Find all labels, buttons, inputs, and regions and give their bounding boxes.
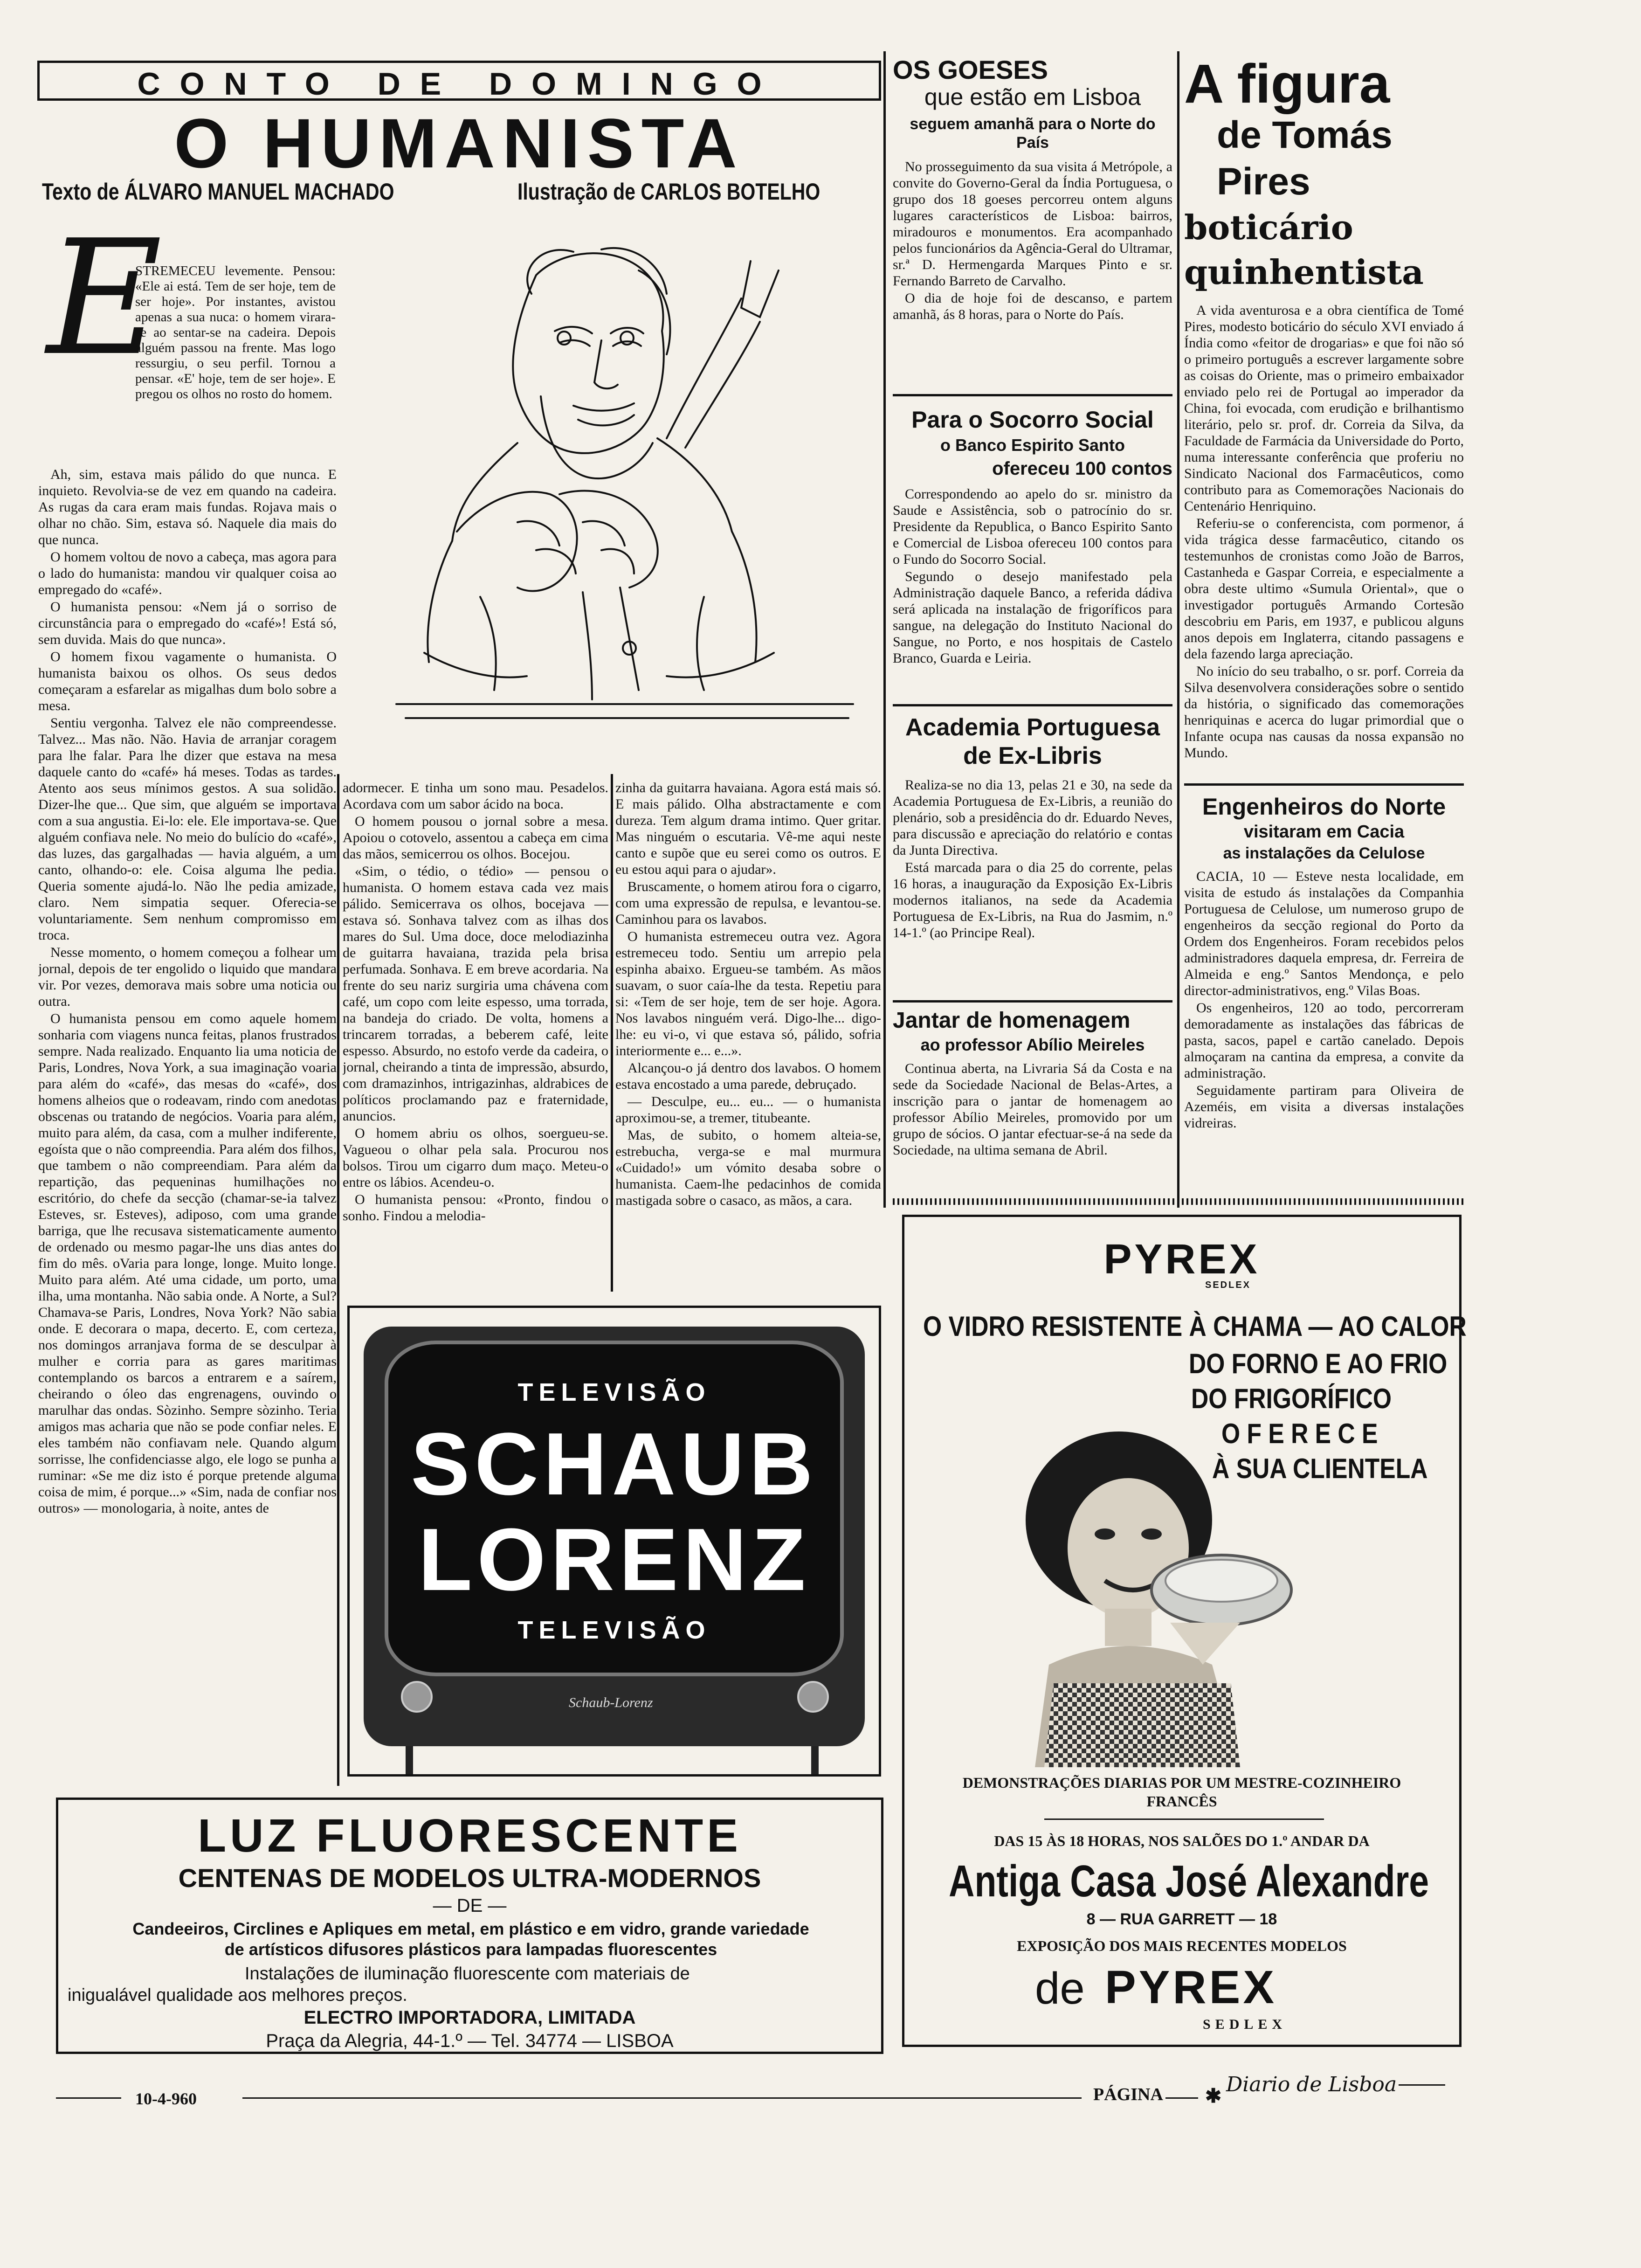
pyrex-de: de <box>1035 1964 1085 2013</box>
conto-intro-paragraph: STREMECEU levemente. Pensou: «Ele ai está. Tem de ser hoje, tem de ser hoje». Por instantes, avistou apenas a sua nuca: o homem virara-se ao sentar-se na cadeira. Depois alguém passou na frente. Mas logo ressurgiu, o seu perfil. Tornou a pensar. «E' hoje, tem de ser hoje». E pregou os olhos no rosto do homem. <box>135 263 336 401</box>
pyrex-headline-4: O F E R E C E <box>1221 1418 1378 1449</box>
conto-byline-text: Texto de ÁLVARO MANUEL MACHADO <box>42 179 394 205</box>
conto-col3-p4: Alcançou-o já dentro dos lavabos. O homem estava encostado a uma parede, debruçado. <box>615 1060 881 1092</box>
tv-signature: Schaub-Lorenz <box>569 1695 653 1710</box>
figura-p1: A vida aventurosa e a obra científica de Tomé Pires, modesto boticário do século XVI enviado á Índia como «feitor de drogarias» e que foi não só o primeiro português a escrever largamente sobre as coisas do Oriente, mas o primeiro embaixador enviado pelo rei de Portugal ao imperador da China, foi evocada, com erudição e brilhantismo literário, pelo sr. prof. dr. Correia da Silva, da Faculdade de Farmácia da Universidade do Porto, numa interessante conferência que proferiu no Sindicato Nacional dos Farmacêuticos, como contributo para as Comemorações Nacionais do Centenário Henriquino. <box>1184 303 1464 514</box>
conto-col1-p3: O humanista pensou: «Nem já o sorriso de circunstância para o empregado do «café»! Está só, sem duvida. Mais do que nunca». <box>38 599 337 647</box>
conto-kicker-box <box>37 61 881 101</box>
footer-rule-far <box>1399 2084 1445 2086</box>
luz-de: — DE — <box>433 1895 507 1916</box>
goeses-article <box>893 56 1172 324</box>
exlibris-title2: de Ex-Libris <box>963 742 1102 769</box>
pyrex-separator <box>1044 1819 1324 1820</box>
luz-ad <box>56 1798 883 2054</box>
exlibris-article <box>893 713 1172 942</box>
conto-kicker: CONTO DE DOMINGO <box>137 66 781 102</box>
goeses-title: OS GOESES <box>893 55 1048 84</box>
tv-brand-schaub: SCHAUB <box>411 1415 818 1514</box>
conto-column-1 <box>38 466 337 1777</box>
luz-line1: Candeeiros, Circlines e Apliques em metal, em plástico e em vidro, grande variedade de artísticos difusores plásticos para lampadas fluorescentes <box>132 1919 809 1959</box>
section-divider <box>893 1000 1172 1003</box>
conto-col2-p3: «Sim, o tédio, o tédio» — pensou o humanista. O homem estava cada vez mais pálido. Semicerrava os olhos, bocejava — estava só. Sonhava talvez com as ilhas dos mares do Sul. Uma doce, doce melodiazinha de guitarra havaiana, trazida pela brisa perfumada. Sonhava. E em breve acordaria. Na frente do seu nariz surgiria uma chávena com café, um copo com leite espesso, uma torrada, na bandeja do criado. De volta, homens a trincarem torradas, a beberem café, leite espesso. Absurdo, no estofo verde da cadeira, o jornal, cheirando a tinta de impressão, absurdo, com dramazinhos, intrigazinhas, aldrabices de políticos proclamando paz e fraternidade, anuncios. <box>343 864 608 1124</box>
section-divider <box>1184 783 1464 786</box>
jantar-p1: Continua aberta, na Livraria Sá da Costa e na sede da Sociedade Nacional de Belas-Artes, a inscrição para o jantar de homenagem ao professor Abílio Meireles, promovido por um grupo de sócios. O jantar efectuar-se-á na sede da Sociedade, na ultima semana de Abril. <box>893 1061 1172 1158</box>
jantar-article <box>893 1007 1172 1159</box>
pyrex-headline-1: O VIDRO RESISTENTE À CHAMA — AO CALOR <box>923 1311 1467 1342</box>
conto-col2-p4: O homem abriu os olhos, soergueu-se. Vagueou o olhar pela sala. Procurou nos bolsos. Tirou um cigarro dum maço. Meteu-o entre os lábios. Acendeu-o. <box>343 1126 608 1190</box>
column-rule <box>1177 51 1179 1208</box>
figura-article <box>1184 53 1464 762</box>
pyrex-hours: DAS 15 ÀS 18 HORAS, NOS SALÕES DO 1.º ANDAR DA <box>994 1832 1370 1849</box>
pyrex-demo-2: FRANCÊS <box>1146 1793 1217 1810</box>
tv-brand-lorenz: LORENZ <box>418 1510 811 1609</box>
pyrex-brand: PYREX <box>1103 1236 1260 1283</box>
conto-col2-p5: O humanista pensou: «Pronto, findou o sonho. Findou a melodia- <box>343 1192 608 1224</box>
conto-col1-p7: O humanista pensou em como aquele homem sonharia com viagens nunca feitas, planos frustrados sempre. Nada realizado. Enquanto lia uma noticia de Paris, Londres, Nova York, a sua imaginação voaria para além do «café», das mesas do «café», dos homens alheios que o rodeavam, rindo com anedotas obscenas ou tratando de negócios. Voaria para além, muito para além, da casa, com a mulher indiferente, egoísta que o não compreendia. Para além dos filhos, que tambem o não compreendiam. Para além da repartição, das pequeninas humilhações no escritório, do chefe da secção (chamar-se-ia talvez Esteves, sr. Esteves), adiposo, com uma grande barriga, que lhe recusava sistematicamente aumento de ordenado ou mesmo pagar-lhe uns dias antes do fim do mês. oVaria para longe, longe. Muito longe. Muito para além. Até uma cidade, um porto, uma ilha, uma montanha. Não sabia onde. A Norte, a Sul? Chamava-se Paris, Londres, Nova York? Não sabia onde. E decorara o mapa, decerto. E, com certeza, nos domingos arranjava forma de se desculpar à mulher e corria para as gares maritimas contemplando os barcos a entrarem e a saírem, cheirando o óleo das engrenagens, ouvindo o marulhar das ondas. Sòzinho. Sempre sòzinho. Teria amigos mas acharia que não se pode confiar neles. E eles também não confiavam nele. Quando algum sorrisse, lhe confidenciasse algo, ele logo se punha a ruminar: «Se me diz isto é porque pretende alguma coisa de mim, é porque...» «Sim, nada de confiar nos outros» — monologaria, à noite, antes de <box>38 1011 337 1516</box>
column-rule <box>611 774 613 1292</box>
jantar-deck: ao professor Abílio Meireles <box>920 1035 1145 1054</box>
engenheiros-article <box>1184 793 1464 1132</box>
conto-intro <box>135 263 336 464</box>
socorro-p2: Segundo o desejo manifestado pela Administração daquele Banco, a referida dádiva será aplicada na instalação de frigoríficos para sangue, na delegação do Instituto Nacional do Sangue, no Porto, e nos hospitais de Castelo Branco, Guarda e Leiria. <box>893 569 1172 666</box>
conto-col1-p5: Sentiu vergonha. Talvez ele não compreendesse. Talvez... Mas não. Não. Havia de arranjar coragem para lhe falar. Para lhe dizer que estava na mesa daquele canto do «café» há meses. Todas as tardes. Atento aos seus mínimos gestos. A sua solidão. Dizer-lhe que... Que sim, que alguém se importava com a sua angustia. Ei-lo: ele. Ele importava-se. Que alguém confiava nele. No meio do bulício do «café», das luzes, das gargalhadas — havia alguém, a um canto, olhando-o: ele. Coisa alguma lhe pedia. Queria somente ajudá-lo. Não lhe pedia amizade, claro. Nem simpatia sequer. Oferecia-se voluntariamente. Sem nenhum compromisso em troca. <box>38 715 337 943</box>
engenheiros-title: Engenheiros do Norte <box>1202 794 1446 820</box>
luz-title: LUZ FLUORESCENTE <box>198 1810 742 1862</box>
conto-byline-illustration: Ilustração de CARLOS BOTELHO <box>517 179 820 205</box>
pyrex-brand-2: PYREX <box>1105 1961 1277 2013</box>
conto-col1-p4: O homem fixou vagamente o humanista. O humanista baixou os olhos. Os seus dedos começaram a esfarelar as migalhas dum bolo sobre a mesa. <box>38 649 337 713</box>
woman-with-dish-photo <box>979 1404 1305 1767</box>
conto-column-2 <box>343 780 608 1297</box>
figura-title3: boticário quinhentista <box>1184 207 1424 292</box>
exlibris-p1: Realiza-se no dia 13, pelas 21 e 30, na sede da Academia Portuguesa de Ex-Libris, a reunião do plenário, sob a presidência do dr. Eduardo Neves, para discussão e apreciação do relatório e contas da Junta Directiva. <box>893 777 1172 858</box>
pyrex-photo <box>979 1404 1305 1767</box>
footer-rule-mid <box>242 2097 1082 2099</box>
socorro-deck1: o Banco Espirito Santo <box>940 436 1125 455</box>
engenheiros-deck2: as instalações da Celulose <box>1223 844 1425 862</box>
dropcap: E <box>47 206 163 391</box>
pyrex-store: Antiga Casa José Alexandre <box>949 1856 1429 1906</box>
illustration-humanist <box>340 242 876 765</box>
conto-col3-p5: — Desculpe, eu... eu... — o humanista aproximou-se, a tremer, titubeante. <box>615 1094 881 1126</box>
socorro-p1: Correspondendo ao apelo do sr. ministro da Saude e Assistência, sob o patrocínio do sr. Presidente da Republica, o Banco Espirito Santo e Comercial de Lisboa ofereceu 100 contos para o Fundo do Socorro Social. <box>893 486 1172 567</box>
conto-col2-p1: adormecer. E tinha um sono mau. Pesadelos. Acordava com um sabor ácido na boca. <box>343 780 608 812</box>
engenheiros-p1: CACIA, 10 — Esteve nesta localidade, em visita de estudo ás instalações da Companhia Portuguesa de Celulose, um numeroso grupo de engenheiros da secção regional do Porto da Ordem dos Engenheiros. Foram recebidos pelos administradores daquela empresa, dr. Ferreira de Almeida e eng.º Santos Mendonça, e pelo director-administrativos, eng.º Vilas Boas. <box>1184 869 1464 998</box>
pyrex-headline-5: À SUA CLIENTELA <box>1212 1453 1428 1484</box>
section-divider <box>893 394 1172 396</box>
tv-knob-right <box>797 1681 829 1713</box>
engenheiros-p2: Os engenheiros, 120 ao todo, percorreram demoradamente as instalações das fábricas de pasta, sacos, papel e cartão canelado. Depois almoçaram na cantina da empresa, a convite da administração. <box>1184 1000 1464 1081</box>
portrait-sketch <box>340 242 876 765</box>
footer-paper-name: Diario de Lisboa <box>1226 2073 1397 2096</box>
goeses-p2: O dia de hoje foi de descanso, e partem amanhã, ás 8 horas, para o Norte do País. <box>893 290 1172 322</box>
figura-p2: Referiu-se o conferencista, com pormenor, á vida trágica desse farmacêutico, citando os testemunhos de cronistas como João de Barros, Castanheda e Gaspar Correia, e especialmente a obra deste ultimo «Sumula Oriental», que o investigador português Armando Cortesão descobriu em Paris, em 1937, e publicou alguns anos depois em Inglaterra, citando passagens e dela fazendo larga apreciação. <box>1184 516 1464 662</box>
pyrex-headline-2: DO FORNO E AO FRIO <box>1189 1348 1448 1379</box>
tv-top-label: TELEVISÃO <box>517 1378 711 1406</box>
footer-star-icon: ✱ <box>1205 2086 1222 2107</box>
luz-address: Praça da Alegria, 44-1.º — Tel. 34774 — LISBOA <box>266 2031 674 2051</box>
conto-col1-p1: Ah, sim, estava mais pálido do que nunca. E inquieto. Revolvia-se de vez em quando na cadeira. As rugas da cara eram mais fundas. Rojava mais o olhar no chão. Sim, estava só. Naquele dia mais do que nunca. <box>38 467 337 547</box>
conto-column-3 <box>615 780 881 1297</box>
socorro-deck2: ofereceu 100 contos <box>992 458 1172 479</box>
figura-title2: de Tomás Pires <box>1217 114 1393 203</box>
conto-col3-p2: Bruscamente, o homem atirou fora o cigarro, com uma expressão de repulsa, e levantou-se. Caminhou para os lavabos. <box>615 879 881 927</box>
footer-page-label: PÁGINA <box>1093 2085 1163 2104</box>
socorro-article <box>893 406 1172 667</box>
figura-title1: A figura <box>1184 53 1390 115</box>
tv-leg-right <box>811 1746 819 1774</box>
tv-ad <box>347 1306 881 1777</box>
conto-title: O HUMANISTA <box>174 104 745 182</box>
footer-date: 10-4-960 <box>135 2089 197 2108</box>
luz-subtitle: CENTENAS DE MODELOS ULTRA-MODERNOS <box>178 1863 761 1893</box>
tv-leg-left <box>406 1746 413 1774</box>
pyrex-headline-3: DO FRIGORÍFICO <box>1191 1383 1392 1414</box>
conto-col1-p6: Nesse momento, o homem começou a folhear um jornal, depois de ter engolido o liquido que mandara vir. Por vezes, demorava mais sobre uma noticia ou outra. <box>38 945 337 1009</box>
conto-col3-p1: zinha da guitarra havaiana. Agora está mais só. E mais pálido. Olha abstractamente e com dureza. Tem algum drama intimo. Quer gritar. Mas ninguém o escutaria. Vê-me aqui neste canto e supõe que eu serei como os outros. E eu estou aqui para o ajudar». <box>615 780 881 877</box>
jantar-title: Jantar de homenagem <box>893 1008 1131 1033</box>
engenheiros-deck1: visitaram em Cacia <box>1243 822 1405 842</box>
column-rule <box>337 774 339 1786</box>
footer-rule-left <box>56 2097 121 2099</box>
conto-col3-p6: Mas, de subito, o homem alteia-se, estrebucha, verga-se e mal murmura «Cuidado!» um vómito desaba sobre o humanista. Caem-lhe pedacinhos de comida mastigada sobre o casaco, as mãos, a cara. <box>615 1127 881 1208</box>
pyrex-street: 8 — RUA GARRETT — 18 <box>1086 1910 1277 1928</box>
goeses-subtitle: que estão em Lisboa <box>924 84 1141 110</box>
tv-bottom-label: TELEVISÃO <box>517 1616 711 1644</box>
conto-col3-p3: O humanista estremeceu outra vez. Agora estremeceu todo. Sentiu um arrepio pela espinha abaixo. Ergueu-se também. As mãos suavam, o suor caía-lhe da testa. Repetiu para si: «Tem de ser hoje, tem de ser hoje. Agora. Nos lavabos ninguém verá. Digo-lhe... digo-lhe: eu vi-o, vi que estava só, pálido, sofria interiormente e... e...». <box>615 929 881 1058</box>
socorro-title: Para o Socorro Social <box>911 407 1154 433</box>
goeses-deck: seguem amanhã para o Norte do País <box>910 115 1156 152</box>
luz-line2: Instalações de iluminação fluorescente com materiais de inigualável qualidade aos melhores preços. <box>68 1964 690 2005</box>
pyrex-demo-1: DEMONSTRAÇÕES DIARIAS POR UM MESTRE-COZINHEIRO <box>962 1774 1401 1791</box>
pyrex-brand-small: SEDLEX <box>1205 1280 1251 1290</box>
pyrex-ad <box>902 1215 1467 2047</box>
exlibris-p2: Está marcada para o dia 25 do corrente, pelas 16 horas, a inauguração da Exposição Ex-Libris modernos italianos, na sede da Academia Portuguesa de Ex-Libris, na Rua do Jasmim, n.º 14-1.º (ao Principe Real). <box>893 860 1172 940</box>
luz-company: ELECTRO IMPORTADORA, LIMITADA <box>303 2007 636 2028</box>
section-divider <box>893 1198 1466 1205</box>
conto-col2-p2: O homem pousou o jornal sobre a mesa. Apoiou o cotovelo, assentou a cabeça em cima das mãos, semicerrou os olhos. Bocejou. <box>343 814 608 862</box>
conto-col1-p2: O homem voltou de novo a cabeça, mas agora para o lado do humanista: mandou vir qualquer coisa ao empregado do «café». <box>38 549 337 597</box>
section-divider <box>893 704 1172 706</box>
column-rule <box>883 51 886 1208</box>
exlibris-title1: Academia Portuguesa <box>905 714 1160 741</box>
goeses-p1: No prosseguimento da sua visita á Metrópole, a convite do Governo-Geral da Índia Portuguesa, o grupo dos 18 goeses percorreu ontem alguns lugares característicos de Lisboa: bairros, miradouros e monumentos. Era acompanhado pelos funcionários da Agência-Geral do Ultramar, sr.ª D. Hermengarda Marques Pinto e sr. Fernando Barreto de Carvalho. <box>893 159 1172 289</box>
pyrex-sedlex-2: SEDLEX <box>1203 2017 1287 2032</box>
footer-rule-right <box>1165 2097 1198 2099</box>
figura-p3: No início do seu trabalho, o sr. porf. Correia da Silva desenvolvera considerações sobre o sentido da história, o significado das comemorações henriquinas e acerca do lugar primordial que o Infante ocupa nas causas da nossa expansão no Mundo. <box>1184 664 1464 761</box>
tv-knob-left <box>401 1681 433 1713</box>
engenheiros-p3: Seguidamente partiram para Oliveira de Azeméis, em visita a diversas instalações vidreiras. <box>1184 1083 1464 1131</box>
pyrex-expo: EXPOSIÇÃO DOS MAIS RECENTES MODELOS <box>1017 1937 1347 1954</box>
